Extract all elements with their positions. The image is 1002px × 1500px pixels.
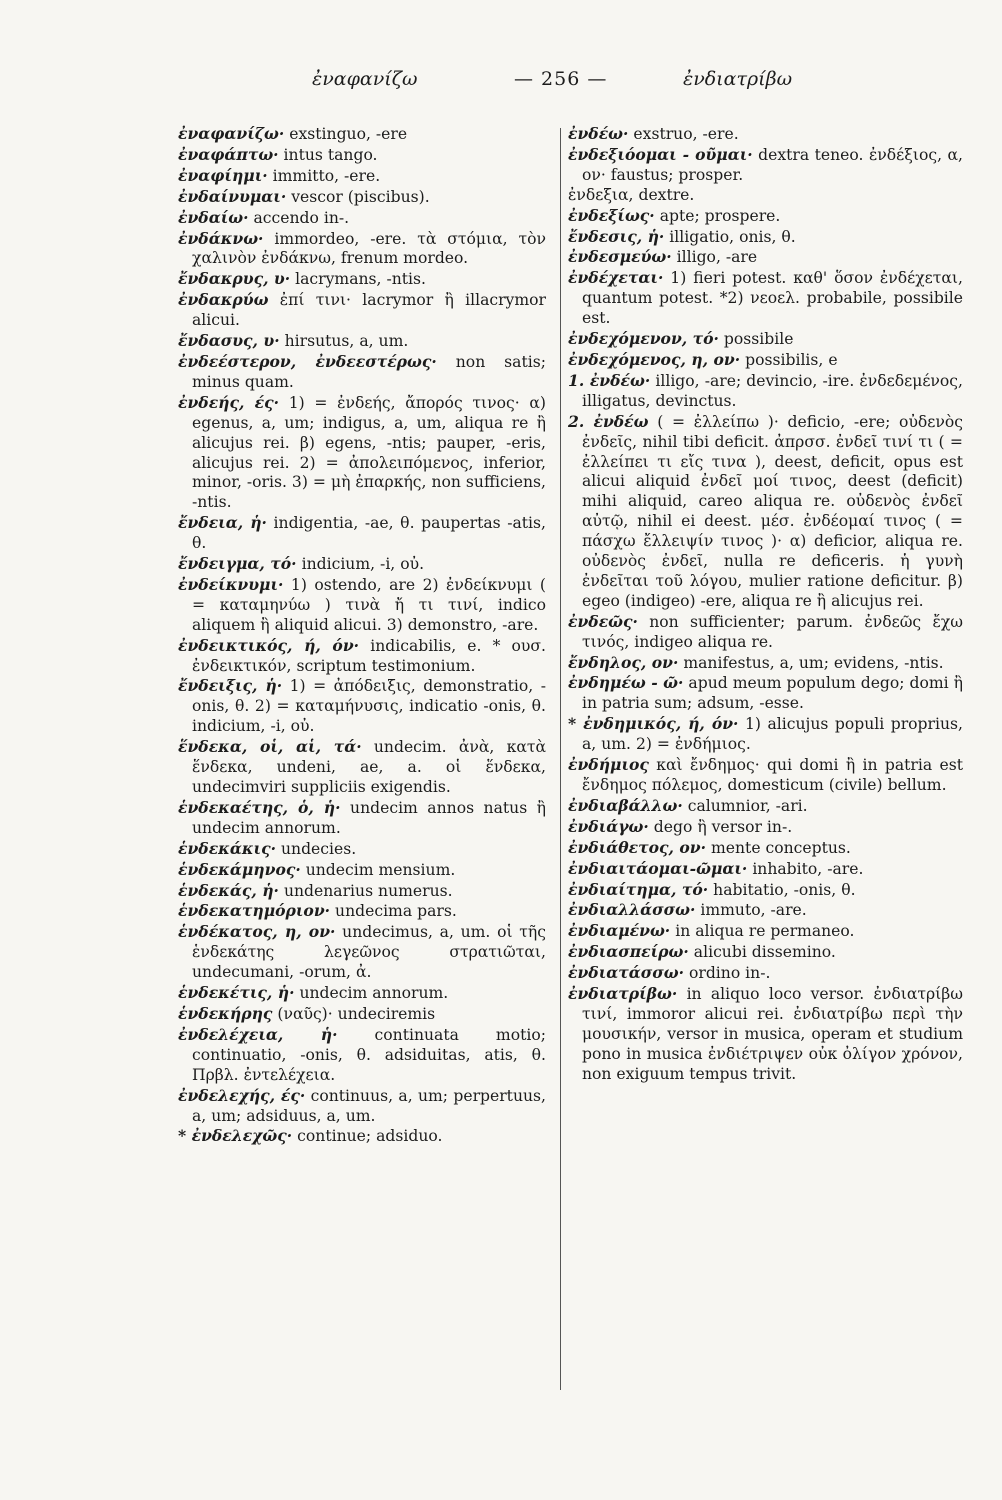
dictionary-entry bbox=[178, 1025, 546, 1086]
dictionary-entry bbox=[178, 554, 546, 575]
entry-definition: 1) = ἀπόδειξις, demonstratio, -onis, θ. 2) = καταμήνυσις, indicatio -onis, θ. indicium, -i, οὐ. bbox=[192, 677, 546, 736]
dictionary-entry bbox=[178, 208, 546, 229]
dictionary-entry bbox=[178, 575, 546, 636]
entry-definition: possibile bbox=[718, 330, 794, 349]
dictionary-entry bbox=[568, 350, 963, 371]
dictionary-entry bbox=[178, 983, 546, 1004]
dictionary-entry bbox=[568, 186, 963, 206]
dictionary-entry bbox=[178, 839, 546, 860]
entry-headword: ἔνδεσις, ἡ· bbox=[568, 226, 665, 246]
dictionary-entry bbox=[178, 737, 546, 798]
entry-definition: mente conceptus. bbox=[706, 838, 851, 857]
entry-definition: hirsutus, a, um. bbox=[279, 332, 409, 351]
header-left-guideword: ἐναφανίζω bbox=[312, 68, 418, 90]
entry-headword: ἐνδεέστερον, ἐνδεεστέρως· bbox=[178, 351, 437, 371]
dictionary-entry bbox=[568, 206, 963, 227]
running-header bbox=[0, 68, 1002, 98]
entry-headword: ἐνδιασπείρω· bbox=[568, 942, 689, 962]
dictionary-entry bbox=[568, 329, 963, 350]
entry-definition: undecima pars. bbox=[330, 902, 457, 921]
entry-definition: undecim. ἀνὰ, κατὰ ἕνδεκα, undeni, ae, a. οἱ ἕνδεκα, undecimviri suppliciis exigendis. bbox=[192, 738, 547, 796]
entry-headword: ἑνδεκαέτης, ὁ, ἡ· bbox=[178, 797, 341, 817]
entry-headword: ἐνδάκνω· bbox=[178, 228, 264, 248]
right-column bbox=[568, 124, 963, 1085]
entry-definition: manifestus, a, um; evidens, -ntis. bbox=[678, 653, 944, 672]
entry-headword: ἐνδιάγω· bbox=[568, 816, 649, 836]
entry-definition: vescor (piscibus). bbox=[286, 187, 430, 206]
dictionary-entry bbox=[568, 963, 963, 984]
entry-definition: dego ἢ versor in-. bbox=[648, 817, 793, 836]
entry-definition: inhabito, -are. bbox=[747, 859, 864, 878]
dictionary-entry bbox=[178, 860, 546, 881]
entry-headword: * ἐνδελεχῶς· bbox=[178, 1126, 293, 1146]
dictionary-entry bbox=[568, 145, 963, 186]
dictionary-entry bbox=[178, 513, 546, 554]
entry-definition: καὶ ἔνδημος· qui domi ἢ in patria est ἔνδημος πόλεμος, domesticum (civile) bellum. bbox=[582, 756, 963, 794]
entry-headword: ἐνδήμιος bbox=[568, 755, 649, 775]
entry-definition: alicubi dissemino. bbox=[688, 943, 836, 962]
column-divider bbox=[560, 128, 561, 1390]
entry-headword: ἐνδιαιτάομαι-ῶμαι· bbox=[568, 858, 748, 878]
header-right-guideword: ἐνδιατρίβω bbox=[683, 68, 793, 90]
entry-definition: continuata motio; continuatio, -onis, θ. adsiduitas, atis, θ. Πρβλ. ἐντελέχεια. bbox=[192, 1025, 546, 1084]
entry-headword: ἐνδημέω - ῶ· bbox=[568, 673, 684, 693]
entry-definition: ἐπί τινι· lacrymor ἢ illacrymor alicui. bbox=[192, 291, 546, 330]
dictionary-entry bbox=[178, 187, 546, 208]
dictionary-entry bbox=[568, 412, 963, 612]
entry-headword: ἕνδεκα, οἱ, αἱ, τά· bbox=[178, 737, 362, 757]
entry-headword: ἑνδεκατημόριον· bbox=[178, 901, 331, 921]
entry-definition: illigo, -are; devincio, -ire. ἐνδεδεμένος, illigatus, devinctus. bbox=[582, 371, 963, 410]
entry-headword: ἐνδεικτικός, ή, όν· bbox=[178, 635, 360, 655]
entry-definition: undecim annorum. bbox=[294, 984, 449, 1003]
entry-headword: ἐναφάπτω· bbox=[178, 144, 279, 164]
entry-headword: ἔνδειξις, ἡ· bbox=[178, 676, 283, 696]
entry-headword: ἐνδιατάσσω· bbox=[568, 963, 685, 983]
entry-definition: ἐνδεξια, dextre. bbox=[568, 185, 695, 204]
dictionary-entry bbox=[568, 880, 963, 901]
entry-headword: ἑνδεκάς, ἡ· bbox=[178, 880, 279, 900]
entry-headword: ἐνδεής, ές· bbox=[178, 392, 280, 412]
entry-definition: immuto, -are. bbox=[695, 901, 807, 920]
entry-definition: ordino in-. bbox=[684, 964, 771, 983]
entry-definition: illigatio, onis, θ. bbox=[664, 227, 796, 246]
entry-headword: ἐνδιατρίβω· bbox=[568, 984, 678, 1004]
entry-definition: undecies. bbox=[276, 839, 357, 858]
dictionary-entry bbox=[178, 290, 546, 331]
entry-definition: continue; adsiduo. bbox=[292, 1127, 443, 1146]
entry-headword: ἔνδεια, ἡ· bbox=[178, 513, 267, 533]
entry-definition: lacrymans, -ntis. bbox=[290, 270, 426, 289]
entry-headword: ἐναφίημι· bbox=[178, 165, 268, 185]
entry-definition: immitto, -ere. bbox=[267, 166, 381, 185]
dictionary-entry bbox=[178, 229, 546, 270]
left-column bbox=[178, 124, 546, 1147]
entry-headword: ἑνδεκάμηνος· bbox=[178, 859, 301, 879]
dictionary-entry bbox=[178, 166, 546, 187]
entry-definition: exstinguo, -ere bbox=[284, 125, 408, 143]
dictionary-entry bbox=[568, 900, 963, 921]
entry-definition: 1) = ἐνδεής, ἄπορός τινος· α) egenus, a, um; indigus, a, um, aliqua re ἢ alicujus rei. β) egens, -ntis; pauper, -eris, alicujus rei. 2) = ἀπολειπόμενος, inferior, minor, -oris. 3) = μὴ ἐπαρκής, non sufficiens, -ntis. bbox=[192, 393, 546, 512]
dictionary-entry bbox=[568, 921, 963, 942]
dictionary-entry bbox=[568, 755, 963, 796]
entry-definition: continuus, a, um; perpertuus, a, um; adsiduus, a, um. bbox=[192, 1086, 546, 1125]
entry-headword: ἐνδέχεται· bbox=[568, 268, 664, 288]
entry-headword: ἐνδεῶς· bbox=[568, 611, 638, 631]
entry-definition: non sufficienter; parum. ἐνδεῶς ἔχω τινός, indigeo aliqua re. bbox=[582, 612, 963, 651]
dictionary-entry bbox=[178, 636, 546, 677]
entry-definition: immordeo, -ere. τὰ στόμια, τὸν χαλινὸν ἐνδάκνω, frenum mordeo. bbox=[192, 229, 546, 268]
entry-definition: possibilis, e bbox=[740, 350, 838, 369]
dictionary-entry bbox=[178, 798, 546, 839]
entry-headword: ἐνδεχόμενον, τό· bbox=[568, 329, 719, 349]
dictionary-entry bbox=[568, 859, 963, 880]
page-number: — 256 — bbox=[514, 68, 608, 90]
entry-headword: ἐνδιαβάλλω· bbox=[568, 795, 683, 815]
entry-definition: undecim mensium. bbox=[300, 860, 456, 879]
dictionary-entry bbox=[568, 653, 963, 674]
entry-definition: 1) ostendo, are 2) ἐνδείκνυμι ( = καταμηνύω ) τινὰ ἤ τι τινί, indico aliquem ἢ aliquid alicui. 3) demonstro, -are. bbox=[192, 575, 546, 634]
dictionary-entry bbox=[568, 612, 963, 653]
entry-headword: * ἐνδημικός, ή, όν· bbox=[568, 714, 739, 734]
entry-definition: habitatio, -onis, θ. bbox=[708, 880, 856, 899]
entry-definition: in aliqua re permaneo. bbox=[670, 922, 855, 941]
entry-definition: apud meum populum dego; domi ἢ in patria sum; adsum, -esse. bbox=[582, 674, 963, 713]
entry-definition: indigentia, -ae, θ. paupertas -atis, θ. bbox=[192, 514, 546, 553]
entry-headword: ἐνδιαίτημα, τό· bbox=[568, 879, 709, 899]
dictionary-entry bbox=[568, 371, 963, 412]
dictionary-entry bbox=[178, 881, 546, 902]
dictionary-entry bbox=[178, 922, 546, 983]
entry-headword: ἐνδαίω· bbox=[178, 207, 249, 227]
dictionary-entry bbox=[178, 676, 546, 737]
entry-headword: ἐνδείκνυμι· bbox=[178, 574, 284, 594]
dictionary-entry bbox=[568, 796, 963, 817]
entry-headword: ἑνδεκήρης bbox=[178, 1003, 273, 1023]
entry-headword: ἐνδιαμένω· bbox=[568, 921, 671, 941]
dictionary-entry bbox=[568, 227, 963, 248]
entry-headword: ἐνδεξιόομαι - οῦμαι· bbox=[568, 144, 753, 164]
dictionary-entry bbox=[178, 1004, 546, 1025]
entry-headword: ἐνδιαλλάσσω· bbox=[568, 900, 696, 920]
entry-headword: ἐνδεχόμενος, η, ον· bbox=[568, 349, 741, 369]
entry-definition: 1) fieri potest. καθ' ὅσον ἐνδέχεται, quantum potest. *2) νεοελ. probabile, possibile est. bbox=[582, 269, 963, 328]
entry-headword: ἐνδακρύω bbox=[178, 290, 269, 310]
dictionary-entry bbox=[178, 145, 546, 166]
entry-definition: apte; prospere. bbox=[654, 206, 781, 225]
dictionary-entry bbox=[178, 331, 546, 352]
entry-headword: ἐνδελέχεια, ἡ· bbox=[178, 1024, 338, 1044]
entry-headword: ἐνδέω· bbox=[568, 124, 629, 143]
dictionary-entry bbox=[568, 673, 963, 714]
dictionary-entry bbox=[178, 269, 546, 290]
entry-headword: ἔνδειγμα, τό· bbox=[178, 554, 297, 574]
dictionary-entry bbox=[568, 984, 963, 1085]
dictionary-entry bbox=[178, 901, 546, 922]
entry-definition: intus tango. bbox=[278, 145, 378, 164]
entry-headword: ἐνδιάθετος, ον· bbox=[568, 837, 707, 857]
entry-headword: ἐνδεξίως· bbox=[568, 205, 655, 225]
entry-headword: ἑνδεκάκις· bbox=[178, 838, 277, 858]
entry-headword: ἔνδασυς, υ· bbox=[178, 331, 280, 351]
dictionary-entry bbox=[178, 1086, 546, 1127]
entry-headword: ἐναφανίζω· bbox=[178, 124, 285, 143]
entry-definition: undenarius numerus. bbox=[279, 881, 453, 900]
entry-definition: 1) alicujus populi proprius, a, um. 2) = ἐνδήμιος. bbox=[582, 715, 963, 754]
entry-headword: ἔνδηλος, ον· bbox=[568, 652, 679, 672]
entry-headword: ἑνδέκατος, η, ον· bbox=[178, 922, 336, 942]
entry-definition: ( = ἐλλείπω )· deficio, -ere; οὐδενὸς ἐνδεῖς, nihil tibi deficit. ἀπρσσ. ἐνδεῖ τινί τι ( = ἐλλείπει τι εἴς τινα ), deest, deficit, opus est alicui aliquid ἐνδεῖ μοί τινος, deest (deficit) mihi aliquid, careo aliqua re. οὐδενὸς ἐνδεῖ αὐτῷ, nihil ei deest. μέσ. ἐνδέομαί τινος ( = πάσχω ἔλλειψίν τινος )· α) deficior, aliqua re. οὐδενὸς ἐνδεῖ, nulla re deficeris. ἡ γυνὴ ἐνδεῖται τοῦ λόγου, mulier ratione deficitur. β) egeo (indigeo) -ere, aliqua re ἢ alicujus rei. bbox=[582, 412, 963, 610]
dictionary-entry bbox=[568, 942, 963, 963]
dictionary-entry bbox=[178, 352, 546, 393]
entry-definition: calumnior, -ari. bbox=[682, 796, 808, 815]
entry-headword: ἐνδαίνυμαι· bbox=[178, 186, 287, 206]
entry-definition: undecimus, a, um. οἱ τῆς ἑνδεκάτης λεγεῶνος στρατιῶται, undecumani, -orum, ἀ. bbox=[192, 923, 546, 982]
entry-definition: in aliquo loco versor. ἐνδιατρίβω τινί, immoror alicui rei. ἐνδιατρίβω περὶ τὴν μουσικήν, versor in musica, operam et studium pono in musica ἐνδιέτριψεν οὐκ ὀλίγον χρόνον, non exiguum tempus trivit. bbox=[582, 985, 963, 1083]
entry-headword: ἐνδελεχής, ές· bbox=[178, 1085, 306, 1105]
dictionary-entry bbox=[568, 714, 963, 755]
entry-headword: ἑνδεκέτις, ἡ· bbox=[178, 983, 295, 1003]
dictionary-entry bbox=[568, 124, 963, 145]
entry-headword: ἐνδεσμεύω· bbox=[568, 247, 672, 267]
dictionary-entry bbox=[178, 393, 546, 513]
entry-definition: undecim annos natus ἢ undecim annorum. bbox=[192, 798, 546, 837]
entry-headword: 2. ἐνδέω bbox=[568, 411, 649, 431]
entry-definition: indicabilis, e. * ουσ. ἐνδεικτικόν, scriptum testimonium. bbox=[192, 636, 546, 675]
dictionary-entry bbox=[568, 838, 963, 859]
entry-definition: accendo in-. bbox=[248, 208, 350, 227]
entry-definition: exstruo, -ere. bbox=[628, 125, 739, 143]
dictionary-entry bbox=[178, 124, 546, 145]
entry-definition: (ναῦς)· undeciremis bbox=[272, 1004, 436, 1023]
dictionary-entry bbox=[568, 247, 963, 268]
dictionary-entry bbox=[568, 817, 963, 838]
entry-definition: non satis; minus quam. bbox=[192, 352, 546, 391]
entry-definition: indicium, -i, οὐ. bbox=[296, 555, 425, 574]
entry-headword: 1. ἐνδέω· bbox=[568, 370, 651, 390]
dictionary-entry bbox=[178, 1126, 546, 1147]
entry-definition: illigo, -are bbox=[671, 248, 758, 267]
dictionary-entry bbox=[568, 268, 963, 329]
entry-headword: ἔνδακρυς, υ· bbox=[178, 269, 291, 289]
entry-definition: dextra teneo. ἐνδέξιος, α, ον· faustus; prosper. bbox=[582, 145, 963, 184]
